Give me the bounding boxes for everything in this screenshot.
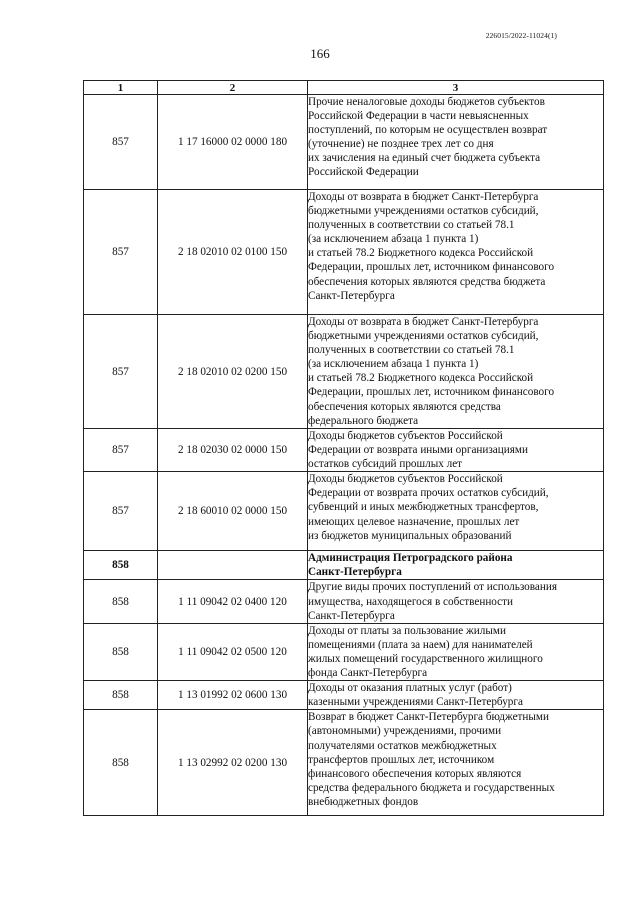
description-line: Прочие неналоговые доходы бюджетов субъектов — [308, 96, 545, 108]
revenue-description-cell — [308, 95, 604, 190]
description-line: Федерации от возврата прочих остатков субсидий, — [308, 487, 549, 500]
revenue-code-cell: 1 11 09042 02 0400 120 — [158, 580, 308, 623]
description-line: Санкт-Петербурга — [308, 609, 395, 622]
description-line: и статьей 78.2 Бюджетного кодекса Российской — [308, 247, 534, 260]
admin-code-cell: 857 — [84, 190, 158, 315]
table-row — [84, 190, 604, 315]
admin-code-cell: 858 — [84, 623, 158, 680]
column-header-2: 2 — [158, 81, 308, 95]
description-line: (за исключением абзаца 1 пункта 1) — [308, 358, 479, 371]
admin-code-cell: 857 — [84, 95, 158, 190]
description-line: Доходы от платы за пользование жилыми — [308, 624, 506, 637]
table-row — [84, 551, 604, 580]
description-line: финансового обеспечения которых являются — [308, 767, 522, 780]
description-line: субвенций и иных межбюджетных трансфертов, — [308, 501, 539, 514]
description-line: полученных в соответствии со статьей 78.1 — [308, 344, 515, 357]
revenue-description-cell — [308, 315, 604, 429]
description-line: получателями остатков межбюджетных — [308, 739, 497, 752]
description-line: Доходы бюджетов субъектов Российской — [308, 473, 503, 486]
admin-code-cell: 858 — [84, 580, 158, 623]
description-line: обеспечения которых являются средства бюджета — [308, 275, 546, 288]
description-line: жилых помещений государственного жилищного — [308, 652, 543, 665]
description-line: федерального бюджета — [308, 414, 419, 427]
description-line: имущества, находящегося в собственности — [308, 595, 514, 608]
description-line: помещениями (плата за наем) для нанимателей — [308, 638, 533, 651]
table-row — [84, 623, 604, 680]
description-line: Доходы от возврата в бюджет Санкт-Петербурга — [308, 316, 539, 328]
revenue-code-cell — [158, 551, 308, 580]
description-line: (автономными) учреждениями, прочими — [308, 725, 502, 738]
page-number: 166 — [310, 46, 330, 61]
description-line: Федерации от возврата иными организациями — [308, 444, 528, 457]
revenue-description-cell — [308, 190, 604, 315]
description-line: из бюджетов муниципальных образований — [308, 529, 512, 542]
admin-code-cell: 857 — [84, 315, 158, 429]
revenue-description-cell — [308, 472, 604, 551]
description-line: (уточнение) не позднее трех лет со дня — [308, 138, 494, 151]
column-header-1: 1 — [84, 81, 158, 95]
admin-code-cell: 857 — [84, 429, 158, 472]
revenue-code-cell: 1 11 09042 02 0500 120 — [158, 623, 308, 680]
table-header-row — [84, 81, 604, 95]
description-line: средства федерального бюджета и государственных — [308, 781, 555, 794]
description-line: (за исключением абзаца 1 пункта 1) — [308, 233, 479, 246]
admin-code-cell: 858 — [84, 551, 158, 580]
revenue-code-cell: 1 13 02992 02 0200 130 — [158, 710, 308, 816]
revenue-description-cell — [308, 623, 604, 680]
description-line: Доходы от возврата в бюджет Санкт-Петербурга — [308, 191, 539, 203]
description-line: фонда Санкт-Петербурга — [308, 667, 428, 680]
table-row — [84, 95, 604, 190]
description-line: трансфертов прошлых лет, источником — [308, 753, 495, 766]
description-line: Федерации, прошлых лет, источником финансового — [308, 386, 555, 399]
description-line: бюджетными учреждениями остатков субсидий, — [308, 205, 539, 218]
description-line: обеспечения которых являются средства — [308, 400, 501, 413]
description-line: Администрация Петроградского района — [308, 552, 513, 565]
revenue-description-cell — [308, 551, 604, 580]
table-row — [84, 315, 604, 429]
revenue-description-cell — [308, 429, 604, 472]
description-line: поступлений, по которым не осуществлен возврат — [308, 124, 548, 137]
description-line: и статьей 78.2 Бюджетного кодекса Российской — [308, 372, 534, 385]
description-line: бюджетными учреждениями остатков субсидий, — [308, 330, 539, 343]
description-line: Российской Федерации — [308, 166, 419, 179]
admin-code-cell: 858 — [84, 710, 158, 816]
revenue-code-cell: 2 18 02010 02 0200 150 — [158, 315, 308, 429]
admin-code-cell: 858 — [84, 681, 158, 710]
table-row — [84, 472, 604, 551]
table-row — [84, 681, 604, 710]
column-header-3: 3 — [308, 81, 604, 95]
revenue-codes-table — [83, 80, 604, 816]
revenue-description-cell — [308, 580, 604, 623]
table-row — [84, 429, 604, 472]
description-line: Федерации, прошлых лет, источником финансового — [308, 261, 555, 274]
revenue-description-cell — [308, 681, 604, 710]
description-line: казенными учреждениями Санкт-Петербурга — [308, 696, 523, 709]
table-row — [84, 710, 604, 816]
revenue-description-cell — [308, 710, 604, 816]
description-line: полученных в соответствии со статьей 78.1 — [308, 219, 515, 232]
description-line: их зачисления на единый счет бюджета субъекта — [308, 152, 541, 165]
description-line: Возврат в бюджет Санкт-Петербурга бюджетными — [308, 711, 549, 724]
description-line: внебюджетных фондов — [308, 795, 419, 808]
description-line: Российской Федерации в части невыясненных — [308, 110, 529, 123]
revenue-code-cell: 1 13 01992 02 0600 130 — [158, 681, 308, 710]
table-row — [84, 580, 604, 623]
description-line: Другие виды прочих поступлений от использования — [308, 581, 557, 594]
description-line: остатков субсидий прошлых лет — [308, 458, 463, 471]
description-line: Санкт-Петербурга — [308, 566, 402, 579]
description-line: Санкт-Петербурга — [308, 289, 395, 302]
document-registration-number: 226015/2022-11024(1) — [485, 31, 557, 40]
revenue-code-cell: 2 18 02030 02 0000 150 — [158, 429, 308, 472]
description-line: Доходы от оказания платных услуг (работ) — [308, 682, 512, 695]
revenue-code-cell: 2 18 02010 02 0100 150 — [158, 190, 308, 315]
admin-code-cell: 857 — [84, 472, 158, 551]
revenue-code-cell: 1 17 16000 02 0000 180 — [158, 95, 308, 190]
description-line: имеющих целевое назначение, прошлых лет — [308, 515, 520, 528]
description-line: Доходы бюджетов субъектов Российской — [308, 430, 503, 442]
revenue-code-cell: 2 18 60010 02 0000 150 — [158, 472, 308, 551]
